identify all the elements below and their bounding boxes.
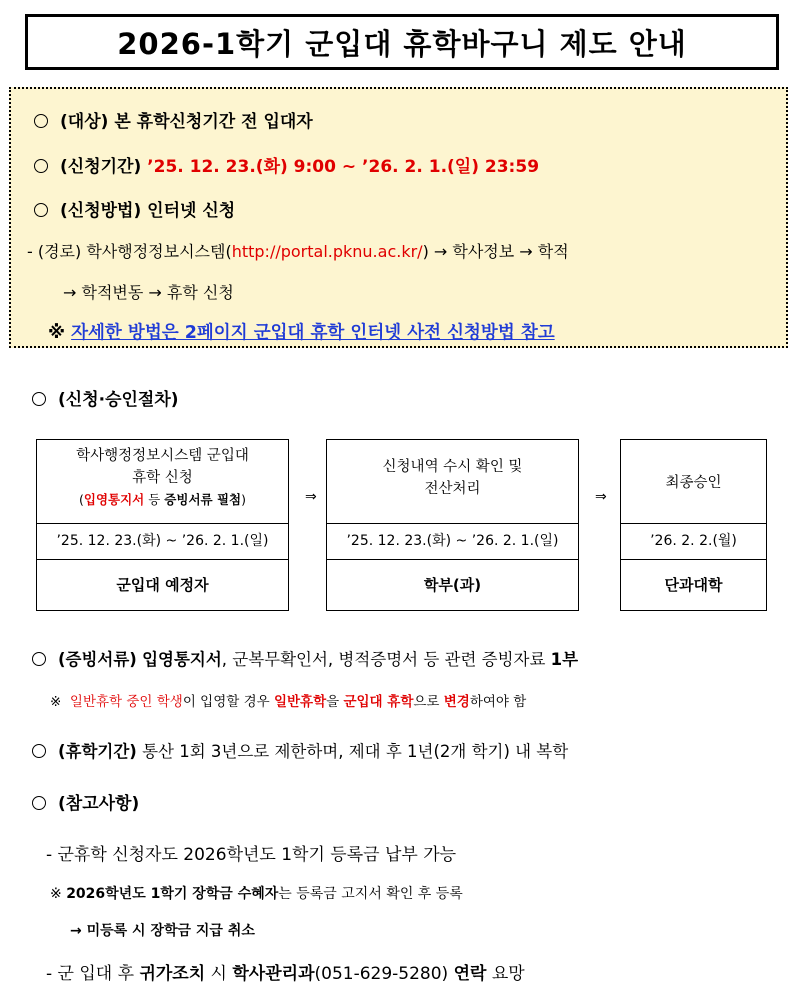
- step2-actor: 학부(과): [423, 576, 482, 594]
- title-box: [25, 14, 779, 70]
- flow-arrow-icon: ⇒: [595, 489, 607, 505]
- notes-label: (참고사항): [58, 794, 140, 814]
- step1-line1: 학사행정정보시스템 군입대: [76, 448, 249, 464]
- docs-note-mark: ※: [50, 694, 62, 710]
- circle-bullet-icon: [32, 392, 46, 406]
- item2-f: 연락: [453, 964, 487, 984]
- flow-step-3: [620, 439, 767, 611]
- route-suffix: ) → 학사정보 → 학적: [422, 242, 569, 261]
- notes-sub-2: → 미등록 시 장학금 지급 취소: [70, 923, 255, 939]
- notes-sub-text: 는 등록금 고지서 확인 후 등록: [278, 886, 463, 902]
- item2-c: 시: [205, 964, 233, 984]
- docs-note-rb3: 변경: [443, 694, 470, 710]
- step3-line1: 최종승인: [665, 475, 722, 491]
- leave-period-text: 통산 1회 3년으로 제한하며, 제대 후 1년(2개 학기) 내 복학: [142, 742, 569, 761]
- docs-note-t1: 이 입영할 경우: [182, 694, 274, 710]
- step1-red-text: 입영통지서: [83, 492, 145, 507]
- docs-label: (증빙서류): [58, 650, 137, 669]
- circle-bullet-icon: [32, 744, 46, 758]
- step1-description: [37, 445, 288, 511]
- leave-period-line: [32, 738, 568, 762]
- item2-e: (051-629-5280): [314, 964, 454, 984]
- portal-link[interactable]: http://portal.pknu.ac.kr/: [231, 242, 423, 261]
- item2-g: 요망: [486, 964, 525, 984]
- step1-actor: 군입대 예정자: [116, 576, 209, 594]
- paren-open: (: [78, 492, 84, 507]
- page-title: 2026-1학기 군입대 휴학바구니 제도 안내: [117, 26, 687, 61]
- item2-b: 귀가조치: [139, 964, 206, 984]
- docs-note-t2: 을: [326, 694, 344, 710]
- target-line: [34, 107, 313, 132]
- docs-line: [32, 646, 578, 670]
- target-label: (대상): [60, 112, 109, 132]
- notes-sub-bold: 2026학년도 1학기 장학금 수혜자: [66, 886, 279, 902]
- step3-actor: 단과대학: [664, 576, 723, 594]
- procedure-heading: [32, 385, 179, 410]
- flow-step-1: [36, 439, 289, 611]
- step2-line2: 전산처리: [424, 481, 481, 497]
- period-label: (신청기간): [60, 157, 142, 177]
- docs-note-rb2: 군입대 휴학: [343, 694, 414, 710]
- route-prefix: - (경로) 학사행정정보시스템(: [27, 242, 232, 261]
- method-text: 인터넷 신청: [147, 201, 236, 221]
- docs-note-t3: 으로: [413, 694, 444, 710]
- method-line: [34, 196, 235, 221]
- docs-note-t4: 하여야 함: [469, 694, 527, 710]
- divider: [621, 523, 766, 524]
- divider: [37, 523, 288, 524]
- divider: [327, 559, 578, 560]
- guide-link[interactable]: 자세한 방법은 2페이지 군입대 휴학 인터넷 사전 신청방법 참고: [71, 323, 555, 343]
- step2-description: [327, 456, 578, 500]
- circle-bullet-icon: [32, 652, 46, 666]
- docs-bold2: 1부: [550, 650, 579, 669]
- step1-line2: 휴학 신청: [132, 470, 193, 486]
- period-text: ’25. 12. 23.(화) 9:00 ~ ’26. 2. 1.(일) 23:59: [147, 157, 540, 177]
- notes-sub-mark: ※: [50, 886, 62, 902]
- docs-text: , 군복무확인서, 병적증명서 등 관련 증빙자료: [221, 650, 546, 669]
- step3-date: ’26. 2. 2.(월): [650, 533, 737, 549]
- period-line: [34, 152, 539, 177]
- route-line-2: → 학적변동 → 휴학 신청: [63, 283, 234, 302]
- route-line: [27, 239, 569, 262]
- circle-bullet-icon: [34, 159, 48, 173]
- procedure-heading-text: (신청·승인절차): [58, 390, 179, 410]
- circle-bullet-icon: [34, 114, 48, 128]
- target-text: 본 휴학신청기간 전 입대자: [114, 112, 313, 132]
- divider: [621, 559, 766, 560]
- circle-bullet-icon: [34, 203, 48, 217]
- leave-period-label: (휴학기간): [58, 742, 137, 761]
- info-box: [9, 87, 788, 348]
- step2-line1: 신청내역 수시 확인 및: [382, 459, 523, 475]
- notes-item-1: - 군휴학 신청자도 2026학년도 1학기 등록금 납부 가능: [46, 845, 457, 865]
- notes-sub-line: [50, 883, 463, 903]
- docs-bold1: 입영통지서: [142, 650, 222, 669]
- docs-note-red: 일반휴학 중인 학생: [69, 694, 183, 710]
- note-line: [48, 319, 555, 344]
- method-label: (신청방법): [60, 201, 142, 221]
- divider: [37, 559, 288, 560]
- note-mark: ※: [48, 323, 66, 343]
- notes-item-2: [46, 959, 525, 984]
- flow-step-2: [326, 439, 579, 611]
- step1-mid-text: 등: [144, 492, 165, 507]
- flow-arrow-icon: ⇒: [305, 489, 317, 505]
- step1-line3: [37, 489, 288, 511]
- item2-a: - 군 입대 후: [46, 964, 140, 984]
- notes-heading: [32, 789, 139, 814]
- circle-bullet-icon: [32, 796, 46, 810]
- divider: [327, 523, 578, 524]
- docs-note-rb1: 일반휴학: [273, 694, 327, 710]
- item2-d: 학사관리과: [232, 964, 315, 984]
- paren-close: ): [241, 492, 246, 507]
- step2-date: ’25. 12. 23.(화) ~ ’26. 2. 1.(일): [346, 533, 559, 549]
- step1-bold-text: 증빙서류 필첨: [164, 492, 242, 507]
- step1-date: ’25. 12. 23.(화) ~ ’26. 2. 1.(일): [56, 533, 269, 549]
- docs-note-line: [50, 690, 526, 710]
